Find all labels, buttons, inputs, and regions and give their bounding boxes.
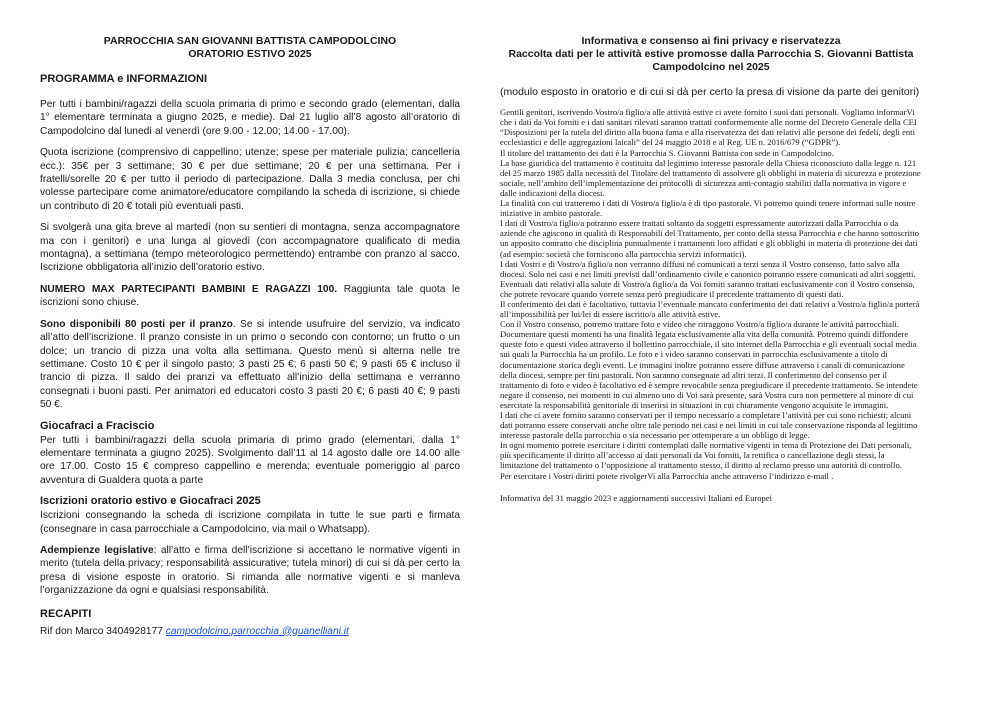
fraciscio-heading: Giocafraci a Fraciscio (40, 419, 155, 432)
privacy-paragraph: I dati Vostri e di Vostro/a figlio/a non verranno diffusi né comunicati a terzi senza il Vostro consenso, fatto salvo alla diocesi. Solo nei casi e nei limiti previsti dall’ordinamento civile e canonico potranno essere comunicati ad altri soggetti. (500, 258, 916, 279)
privacy-paragraph: In ogni momento potrete esercitare i diritti contemplati dalle normative vigenti in tema di Protezione dei Dati personali, più specificamente il diritto all’accesso ai dati personali da Voi forniti, la rettifica o cancellazione degli stessi, la limitazione del trattamento o l’opposizione al trattamento stesso, il diritto al reclamo presso una autorità di controllo. (500, 440, 912, 471)
programma-heading: PROGRAMMA e INFORMAZIONI (40, 73, 208, 85)
max-participants-text: Raggiunta tale quota le iscrizioni sono chiuse. (40, 283, 460, 309)
privacy-paragraph: Il conferimento dei dati è facoltativo, tuttavia l’eventuale mancato conferimento dei dati relativi a Vostro/a figlio/a porterà all’impossibilità per lui/lei di essere iscritto/a alle attività estive. (500, 298, 920, 320)
recapiti-heading: RECAPITI (40, 607, 92, 620)
pranzo-paragraph (40, 318, 460, 412)
privacy-title (500, 35, 922, 74)
max-participants-bold: NUMERO MAX PARTECIPANTI BAMBINI E RAGAZZI 100. (40, 283, 338, 295)
privacy-paragraph: Per esercitare i Vostri diritti potete rivolgerVi alla Parrocchia anche attraverso l’indirizzo e-mail . (500, 470, 834, 481)
title-line: Campodolcino nel 2025 (652, 61, 770, 73)
privacy-paragraph: Il titolare del trattamento dei dati è la Parrocchia S. Giovanni Battista con sede in Campodolcino. (500, 147, 834, 158)
privacy-paragraph: La base giuridica del trattamento è costituita dal legittimo interesse pastorale della Chiesa riconosciuto dalla legge n. 121 del 25 marzo 1985 dalla necessità del Titolare del trattamento di assolvere gli obblighi in materia di sicurezza e protezione sociale, nell’ambito dell’implementazione dei protocolli di sicurezza anti-contagio stabiliti dalla normativa in vigore e dalle indicazioni della diocesi. (500, 157, 921, 198)
privacy-paragraph: La finalità con cui tratteremo i dati di Vostro/a figlio/a è di tipo pastorale. Vi potremo quindi tenere informati sulle nostre iniziative in ambito pastorale. (500, 198, 916, 219)
pranzo-bold: Sono disponibili 80 posti per il pranzo (40, 318, 233, 330)
recapiti-paragraph (40, 625, 460, 638)
programma-paragraph: Per tutti i bambini/ragazzi della scuola primaria di primo e secondo grado (elementari, dalla 1° elementare terminata a giugno 2025, e medie). Dal 21 luglio all’8 agosto all’oratorio di Campodolcino dal lunedì al venerdì (ore 9.00 - 12.00; 14.00 - 17.00). (40, 99, 460, 137)
adempienze-bold: Adempienze legislative (40, 544, 154, 556)
privacy-paragraph: Documentare questi momenti ha una finalità legata esclusivamente alla vita della comunità. Potremo quindi diffondere queste foto e questi video attraverso il bollettino parrocchiale, il sito internet della Parrocchia e gli eventuali social media sui quali la Parrocchia ha un profilo. Le foto e i video saranno conservati in parrocchia esclusivamente a titolo di documentazione storica degli eventi. Le immagini inoltre potranno essere diffuse attraverso i canali di comunicazione della diocesi, sempre per fini pastorali. Non saranno consegnate ad altri terzi. Il conferimento del consenso per il trattamento di foto e video è facoltativo ed è sempre revocabile senza pregiudicare il precedente trattamento. Se intendete negare il consenso, nei momenti in cui almeno uno di Voi sarà presente, sarà Vostra cura non permettere al minore di cui esercitate la responsabilità genitoriale di inserirsi in situazioni in cui chiaramente vengono acquisite le immagini. (500, 329, 918, 410)
privacy-paragraph: Con il Vostro consenso, potremo trattare foto e video che ritraggono Vostro/a figlio/a durante le attività parrocchiali. (500, 319, 899, 330)
adempienze-paragraph (40, 544, 460, 598)
pranzo-text: . Se si intende usufruire del servizio, va indicato all’atto dell’iscrizione. Il pranzo consiste in un primo o secondo con contorno; un frutto o un dolce; un trancio di pizza una volta alla settimana. Questo menù si alterna nelle tre settimane. Costo 10 € per il singolo pasto; 3 pasti 25 €; 6 pasti 50 €; 9 pasti 65 € incluso il trancio di pizza. Il saldo dei pranzi va effettuato all’inizio della settimana e verranno consegnati i buoni pasti. Per animatori ed educatori costo 3 pasti 20 €; 6 pasti 40 €; 9 pasti 50 €. (40, 318, 461, 411)
parish-title (40, 35, 460, 61)
title-line: Raccolta dati per le attività estive promosse dalla Parrocchia S. Giovanni Battista (508, 48, 914, 60)
privacy-footer: Informativa del 31 maggio 2023 e aggiornamenti successivi Italiani ed Europei (500, 492, 773, 503)
adempienze-text: : all’atto e firma dell’iscrizione si accettano le normative vigenti in merito (tutela della privacy; responsabilità assicurative; tutela minori) di cui si dà per certo la presa di visione esposte in oratorio. Si rimanda alle normative vigenti e si manleva l’organizzazione da ogni e qualsiasi responsabilità. (40, 544, 460, 597)
privacy-note: (modulo esposto in oratorio e di cui si dà per certo la presa di visione da parte dei genitori) (500, 86, 920, 98)
privacy-paragraph: Eventuali dati relativi alla salute di Vostro/a figlio/a da Voi forniti saranno trattati esclusivamente con il Vostro consenso, che potrete revocare quando vorrete senza però pregiudicare il precedente trattamento di questi dati. (500, 278, 915, 299)
iscrizioni-paragraph: Iscrizioni consegnando la scheda di iscrizione compilata in tutte le sue parti e firmata (consegnare in casa parrocchiale a Campodolcino, via mail o Whatsapp). (40, 510, 460, 535)
gite-paragraph: Si svolgerà una gita breve al martedì (non su sentieri di montagna, senza accompagnatore ma con i genitori) e una lunga al giovedì (con accompagnatore qualificato di media montagna), a settimana (tempo meteorologico permettendo) entrambe con pranzo al sacco. Iscrizione obbligatoria all’inizio dell’oratorio estivo. (40, 222, 460, 274)
title-line: ORATORIO ESTIVO 2025 (188, 48, 312, 60)
privacy-paragraph: I dati di Vostro/a figlio/a potranno essere trattati soltanto da soggetti espressamente autorizzati dalla Parrocchia o da aziende che agiscono in qualità di Responsabili del Trattamento, per conto della stessa Parrocchia e che hanno sottoscritto un apposito contratto che disciplina puntualmente i trattamenti loro affidati e gli obblighi in materia di protezione dei dati (ad esempio: società che forniscono alla parrocchia servizi informatici). (500, 218, 920, 259)
privacy-body (500, 107, 922, 480)
left-column (40, 0, 460, 638)
title-line: PARROCCHIA SAN GIOVANNI BATTISTA CAMPODOLCINO (103, 35, 397, 47)
recapiti-contact: Rif don Marco 3404928177 (40, 625, 166, 637)
quota-paragraph: Quota iscrizione (comprensivo di cappellino; utenze; spese per materiale pulizia; cancelleria ecc.): 35€ per 3 settimane; 30 € per due settimane; 20 € per una settimana. Per i fratelli/sorelle 20 € per tutto il periodo di partecipazione. Dalla 3 media conclusa, per chi volesse partecipare come animatore/educatore compilando la scheda di iscrizione, si chiede un contributo di 20 € totali più eventuali pasti. (40, 147, 460, 212)
privacy-paragraph: I dati che ci avete fornito saranno conservati per il tempo necessario a completare l’attività per cui sono richiesti; alcuni dati potranno essere conservati anche oltre tale periodo nei casi e nei limiti in cui tale conservazione risponda al legittimo interesse pastorale della parrocchia o sia necessario per ottemperare a un obbligo di legge. (500, 410, 918, 441)
title-line: Informativa e consenso ai fini privacy e riservatezza (581, 35, 841, 47)
max-participants-paragraph (40, 283, 460, 310)
iscrizioni-heading: Iscrizioni oratorio estivo e Giocafraci 2025 (40, 495, 261, 508)
parish-email-link[interactable]: campodolcino.parrocchia @guanelliani.it (165, 625, 349, 637)
right-column (500, 0, 922, 503)
fraciscio-paragraph: Per tutti i bambini/ragazzi della scuola primaria di primo grado (elementari, dalla 1° elementare terminata a giugno 2025). Svolgimento dall’11 al 14 agosto dalle ore 14.00 alle ore 17.00. Costo 15 € compreso cappellino e merenda; eventuale pomeriggio al parco avventura di Gualdera quota a parte (40, 434, 460, 486)
privacy-paragraph: Gentili genitori, iscrivendo Vostro/a figlio/a alle attività estive ci avete fornito i suoi dati personali. Vogliamo informarVi che i dati da Voi forniti e i dati sanitari rilevati saranno trattati conformemente alle norme del Decreto Generale della CEI “Disposizioni per la tutela del diritto alla buona fama e alla riservatezza dei dati relativi alle persone dei fedeli, degli enti ecclesiastici e delle aggregazioni laicali” del 24 maggio 2018 e al Reg. UE n. 2016/679 (“GDPR”). (500, 107, 917, 148)
